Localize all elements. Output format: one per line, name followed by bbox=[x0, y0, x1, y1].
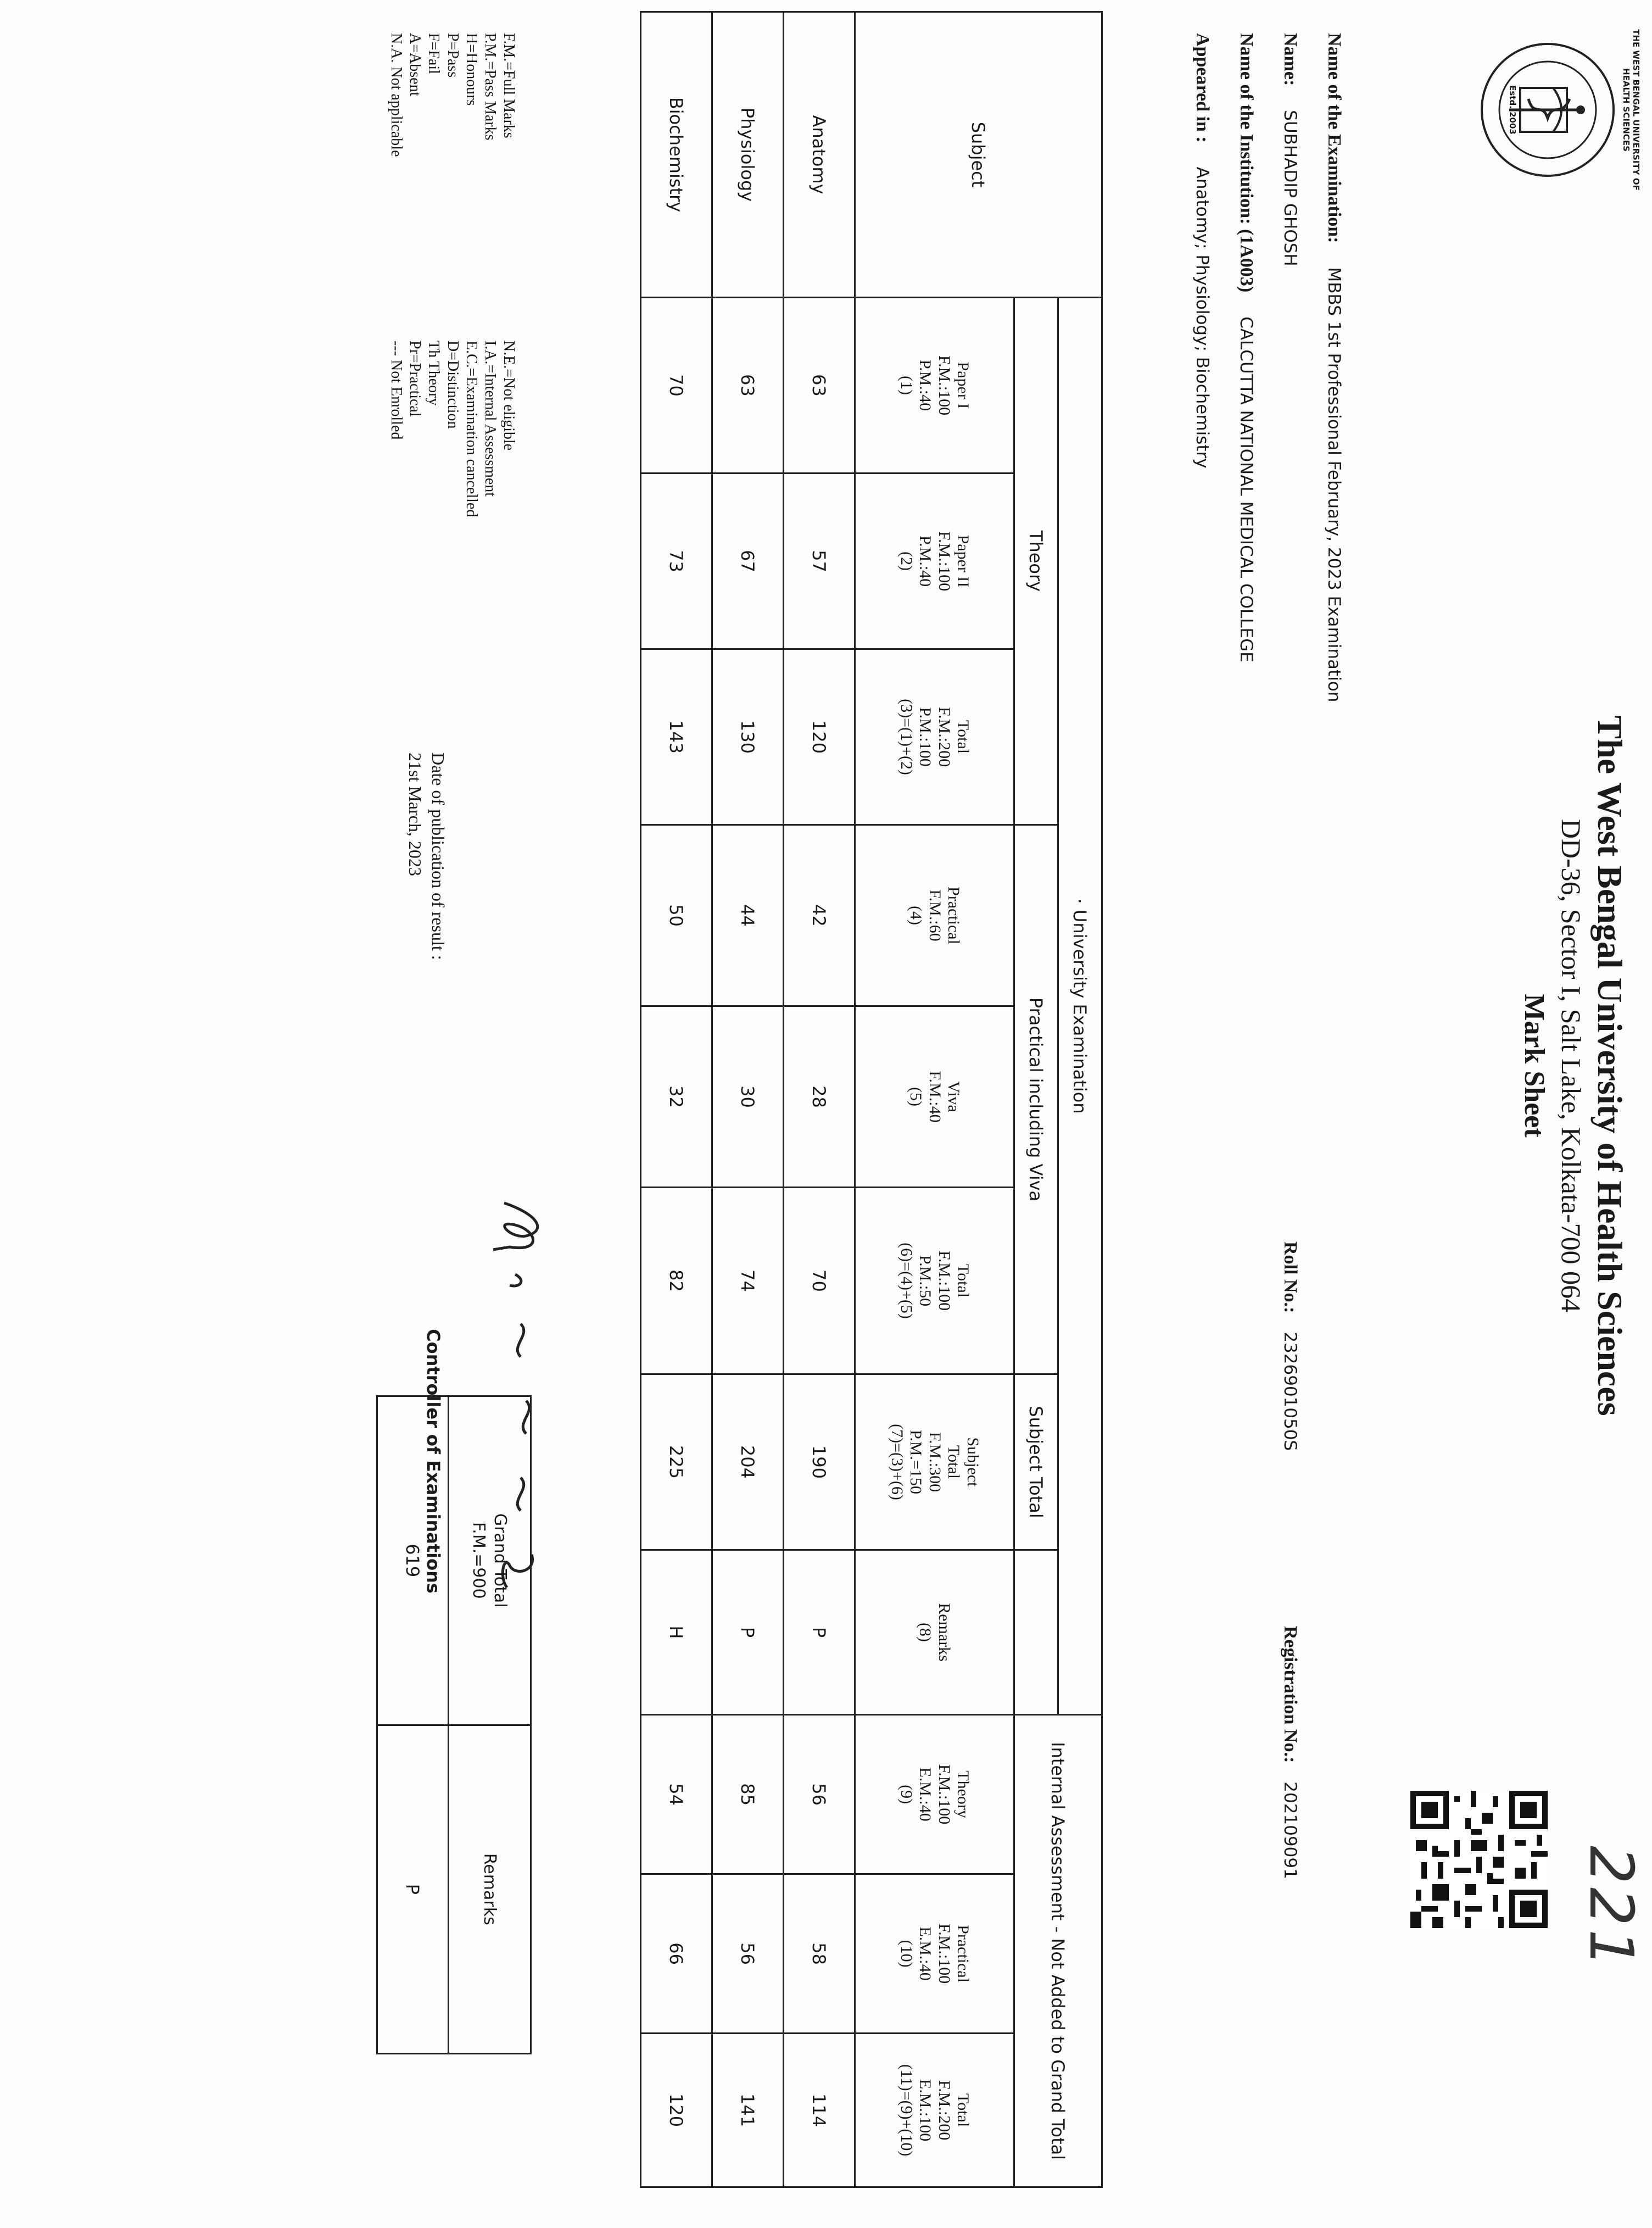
remarks-header-spacer bbox=[1014, 1550, 1058, 1715]
handwritten-number: 221 bbox=[1576, 1846, 1647, 1971]
table-row bbox=[712, 12, 784, 2187]
col-theory-total-header: Total F.M.:200 P.M.:100 (3)=(1)+(2) bbox=[855, 649, 1014, 825]
table-cell: 28 bbox=[784, 1006, 855, 1188]
legend-item: N.E.=Not eligible bbox=[500, 341, 517, 451]
institution-label: Name of the Institution: (1A003) bbox=[1236, 33, 1257, 293]
internal-assessment-header: Internal Assessment - Not Added to Grand Total bbox=[1014, 1715, 1102, 2187]
col-paper1-header: Paper I F.M.:100 P.M.:40 (1) bbox=[855, 298, 1014, 474]
table-cell: 70 bbox=[784, 1188, 855, 1374]
exam-label: Name of the Examination: bbox=[1324, 33, 1344, 243]
table-cell: 120 bbox=[784, 649, 855, 825]
col-paper2-header: Paper II F.M.:100 P.M.:40 (2) bbox=[855, 474, 1014, 649]
legend-item: F=Fail bbox=[425, 33, 443, 74]
table-row bbox=[784, 12, 855, 2187]
roll-value: 2326901050S bbox=[1280, 1332, 1300, 1451]
legend-item: I.A.=Internal Assessment bbox=[481, 341, 499, 497]
table-cell: 73 bbox=[641, 474, 712, 649]
row-subject: Physiology bbox=[712, 12, 784, 298]
row-subject: Biochemistry bbox=[641, 12, 712, 298]
controller-title: Controller of Examinations bbox=[423, 1329, 444, 1594]
col-ia-theory-header: Theory F.M.:100 E.M.:40 (9) bbox=[855, 1715, 1014, 1874]
exam-value: MBBS 1st Professional February, 2023 Examination bbox=[1324, 267, 1344, 703]
university-address: DD-36, Sector I, Salt Lake, Kolkata-700 064 bbox=[1556, 818, 1587, 1313]
university-seal-icon bbox=[1460, 22, 1636, 198]
theory-header: Theory bbox=[1014, 298, 1058, 825]
registration-value: 202109091 bbox=[1280, 1781, 1300, 1879]
table-cell: 130 bbox=[712, 649, 784, 825]
roll-label: Roll No.: bbox=[1280, 1241, 1301, 1313]
table-cell: H bbox=[641, 1550, 712, 1715]
name-row bbox=[1280, 33, 1301, 1132]
appeared-row bbox=[1192, 33, 1213, 1681]
table-cell: P bbox=[784, 1550, 855, 1715]
logo-ring-text: THE WEST BENGAL UNIVERSITY OF HEALTH SCIENCES bbox=[1621, 29, 1641, 191]
table-cell: 56 bbox=[784, 1715, 855, 1874]
publication-block bbox=[404, 753, 449, 1137]
col-practical-header: Practical F.M.:60 (4) bbox=[855, 825, 1014, 1006]
university-logo bbox=[1460, 22, 1641, 198]
university-name: The West Bengal University of Health Sciences bbox=[1590, 715, 1629, 1416]
subject-total-header: Subject Total bbox=[1014, 1374, 1058, 1550]
table-cell: 143 bbox=[641, 649, 712, 825]
col-subject-total-header: Subject Total F.M.:300 P.M.=150 (7)=(3)+(6) bbox=[855, 1374, 1014, 1550]
legend-item: A=Absent bbox=[406, 33, 424, 97]
table-cell: 225 bbox=[641, 1374, 712, 1550]
table-cell: 50 bbox=[641, 825, 712, 1006]
legend-item: H=Honours bbox=[462, 33, 480, 106]
legend-item: Pr=Practical bbox=[406, 341, 424, 417]
subject-header: Subject bbox=[855, 12, 1102, 298]
registration-row bbox=[1280, 1626, 1301, 2175]
institution-value: CALCUTTA NATIONAL MEDICAL COLLEGE bbox=[1236, 316, 1256, 662]
table-cell: 32 bbox=[641, 1006, 712, 1188]
qr-code-icon bbox=[1410, 1791, 1548, 1928]
table-cell: 85 bbox=[712, 1715, 784, 1874]
document-title: Mark Sheet bbox=[1519, 994, 1550, 1138]
registration-label: Registration No.: bbox=[1280, 1626, 1301, 1763]
grand-total-remarks-value: P bbox=[377, 1725, 449, 2054]
legend-item: P=Pass bbox=[444, 33, 461, 78]
col-viva-header: Viva F.M.:40 (5) bbox=[855, 1006, 1014, 1188]
table-cell: 63 bbox=[784, 298, 855, 474]
legend-item: --- Not Enrolled bbox=[388, 341, 405, 440]
qr-code bbox=[1410, 1791, 1548, 1928]
table-cell: 120 bbox=[641, 2034, 712, 2187]
table-cell: 66 bbox=[641, 1874, 712, 2034]
marks-table bbox=[640, 11, 1103, 2188]
table-cell: 190 bbox=[784, 1374, 855, 1550]
table-cell: 57 bbox=[784, 474, 855, 649]
table-cell: 74 bbox=[712, 1188, 784, 1374]
grand-total-header bbox=[449, 1396, 531, 1725]
practical-header: Practical including Viva bbox=[1014, 825, 1058, 1374]
table-cell: 114 bbox=[784, 2034, 855, 2187]
table-cell: 56 bbox=[712, 1874, 784, 2034]
table-cell: 204 bbox=[712, 1374, 784, 1550]
legend-item: Th Theory bbox=[425, 341, 443, 406]
appeared-value: Anatomy; Physiology; Biochemistry bbox=[1192, 166, 1212, 469]
grand-total-value: 619 bbox=[377, 1396, 449, 1725]
col-ia-total-header: Total F.M.:200 E.M.:100 (11)=(9)+(10) bbox=[855, 2034, 1014, 2187]
table-cell: 44 bbox=[712, 825, 784, 1006]
roll-row bbox=[1280, 1241, 1301, 1626]
table-cell: 54 bbox=[641, 1715, 712, 1874]
col-remarks-header: Remarks (8) bbox=[855, 1550, 1014, 1715]
legend-item: D=Distinction bbox=[444, 341, 461, 429]
publication-date: 21st March, 2023 bbox=[405, 753, 426, 876]
legend-item: P.M.=Pass Marks bbox=[481, 33, 499, 141]
legend-item: N.A. Not applicable bbox=[388, 33, 405, 157]
table-cell: 58 bbox=[784, 1874, 855, 2034]
table-cell: 82 bbox=[641, 1188, 712, 1374]
col-practical-total-header: Total F.M.:100 P.M.:50 (6)=(4)+(5) bbox=[855, 1188, 1014, 1374]
grand-total-fm: F.M.=900 bbox=[469, 1522, 489, 1599]
legend-col2 bbox=[387, 341, 518, 725]
legend-col1 bbox=[387, 33, 518, 363]
name-value: SUBHADIP GHOSH bbox=[1280, 110, 1300, 266]
grand-total-table bbox=[376, 1395, 532, 2054]
legend-item: F.M.=Full Marks bbox=[500, 33, 517, 138]
legend-item: E.C.=Examination cancelled bbox=[462, 341, 480, 517]
publication-label: Date of publication of result : bbox=[428, 753, 448, 960]
row-subject: Anatomy bbox=[784, 12, 855, 298]
logo-estd-text: Estd. 2003 bbox=[1508, 85, 1517, 135]
table-cell: 42 bbox=[784, 825, 855, 1006]
institution-row bbox=[1236, 33, 1257, 1681]
table-cell: 63 bbox=[712, 298, 784, 474]
grand-total-label: Grand Total bbox=[490, 1513, 510, 1608]
appeared-label: Appeared in : bbox=[1192, 33, 1213, 143]
exam-info-row bbox=[1324, 33, 1344, 1681]
table-row bbox=[641, 12, 712, 2187]
table-cell: P bbox=[712, 1550, 784, 1715]
table-cell: 30 bbox=[712, 1006, 784, 1188]
name-label: Name: bbox=[1280, 33, 1301, 86]
col-ia-practical-header: Practical F.M.:100 E.M.:40 (10) bbox=[855, 1874, 1014, 2034]
university-exam-header: · University Examination bbox=[1058, 298, 1102, 1715]
table-cell: 67 bbox=[712, 474, 784, 649]
grand-total-remarks-header: Remarks bbox=[449, 1725, 531, 2054]
table-cell: 70 bbox=[641, 298, 712, 474]
table-cell: 141 bbox=[712, 2034, 784, 2187]
